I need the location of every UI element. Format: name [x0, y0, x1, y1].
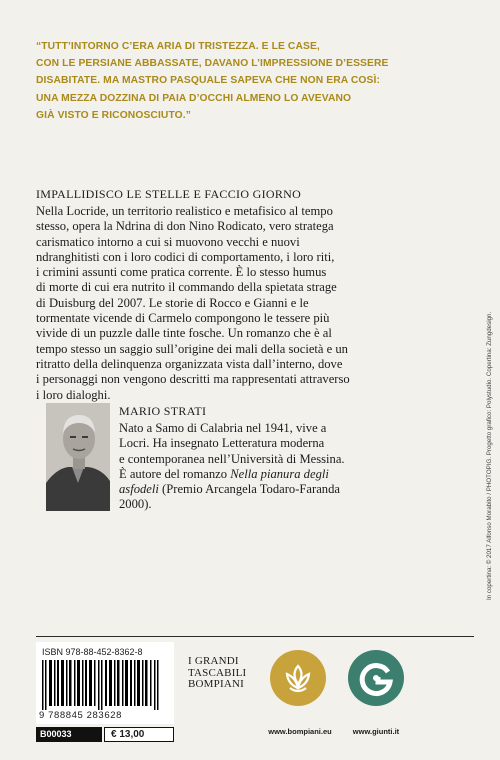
bio-line — [119, 482, 479, 497]
description-line: stesso, opera la Ndrina di don Nino Rodicato, vero stratega — [36, 219, 334, 234]
giunti-logo — [348, 650, 404, 706]
bio-line: e contemporanea nell’Università di Messina. — [119, 451, 345, 466]
author-bio — [119, 421, 479, 513]
description-line: Nella Locride, un territorio realistico e metafisico al tempo — [36, 204, 333, 218]
barcode-digits: 9 788845 283628 — [39, 710, 122, 721]
cover-credits-text: In copertina: © 2017 Alfonso Morabito / PHOTOPIG. Progetto grafico: Polystudio. Copertina: Zungdesign. — [486, 311, 493, 600]
author-photo — [46, 403, 110, 511]
novel-title: asfodeli — [119, 482, 159, 497]
quote-line: UNA MEZZA DOZZINA DI PAIA D’OCCHI ALMENO LO AVEVANO — [36, 92, 352, 104]
bio-line — [119, 467, 479, 482]
flower-icon — [270, 650, 326, 706]
description-line: i personaggi non vengono descritti ma rappresentati attraverso — [36, 372, 350, 387]
bio-text: È autore del romanzo — [119, 466, 228, 481]
back-cover-quote — [36, 38, 474, 124]
author-portrait-image — [46, 403, 110, 511]
catalog-code: B00033 — [36, 727, 102, 742]
description-line: carismatico intorno a cui si muovono vecchi e nuovi — [36, 234, 300, 249]
quote-line: DISABITATE. MA MASTRO PASQUALE SAPEVA CHE NON ERA COSÌ: — [36, 75, 380, 87]
bio-line: Locri. Ha insegnato Letteratura moderna — [119, 436, 325, 451]
giunti-url: www.giunti.it — [352, 727, 400, 736]
quote-line: CON LE PERSIANE ABBASSATE, DAVANO L’IMPRESSIONE D’ESSERE — [36, 58, 389, 70]
bio-line: 2000). — [119, 497, 152, 512]
author-name: MARIO STRATI — [119, 404, 207, 418]
description-line: i crimini assunti come pratica corrente. È lo stesso humus — [36, 265, 327, 280]
divider — [36, 636, 474, 637]
novel-title: Nella pianura degli — [230, 466, 329, 481]
description-line: ritratto della delinquenza organizzata vista dall’interno, dove — [36, 356, 343, 371]
series-name — [188, 656, 258, 691]
description-line: tormentate vicende di Carmelo compongono le tessere più — [36, 311, 330, 326]
bio-line: Nato a Samo di Calabria nel 1941, vive a — [119, 421, 327, 435]
description-line: di morte di cui era nutrito il commando della spietata strage — [36, 280, 337, 295]
description-line: vivide di un puzzle dalle tinte fosche. Un romanzo che è al — [36, 326, 332, 341]
quote-line: GIÀ VISTO E RICONOSCIUTO.” — [36, 109, 191, 121]
description-line: i loro dialoghi. — [36, 387, 111, 402]
barcode-icon — [40, 660, 170, 710]
series-line: BOMPIANI — [188, 678, 244, 690]
book-title: IMPALLIDISCO LE STELLE E FACCIO GIORNO — [36, 187, 302, 201]
description-line: ndranghitisti con i loro codici di comportamento, i loro riti, — [36, 249, 335, 264]
book-description — [36, 204, 476, 403]
price-label: € 13,00 — [104, 727, 174, 742]
series-line: I GRANDI — [188, 655, 239, 667]
cover-credits — [484, 311, 496, 600]
description-line: di Duisburg del 2007. Le storie di Rocco e Gianni e le — [36, 295, 309, 310]
barcode-panel — [36, 642, 174, 724]
spiral-icon — [348, 650, 404, 706]
quote-line: “TUTT’INTORNO C’ERA ARIA DI TRISTEZZA. E LE CASE, — [36, 41, 320, 52]
bompiani-url: www.bompiani.eu — [268, 727, 332, 736]
bio-text: (Premio Arcangela Todaro-Faranda — [162, 482, 340, 497]
series-line: TASCABILI — [188, 666, 247, 679]
isbn-label: ISBN 978-88-452-8362-8 — [42, 647, 143, 657]
bompiani-logo — [270, 650, 326, 706]
description-line: tempo stesso un saggio sull’origine dei mali della società e un — [36, 341, 348, 356]
